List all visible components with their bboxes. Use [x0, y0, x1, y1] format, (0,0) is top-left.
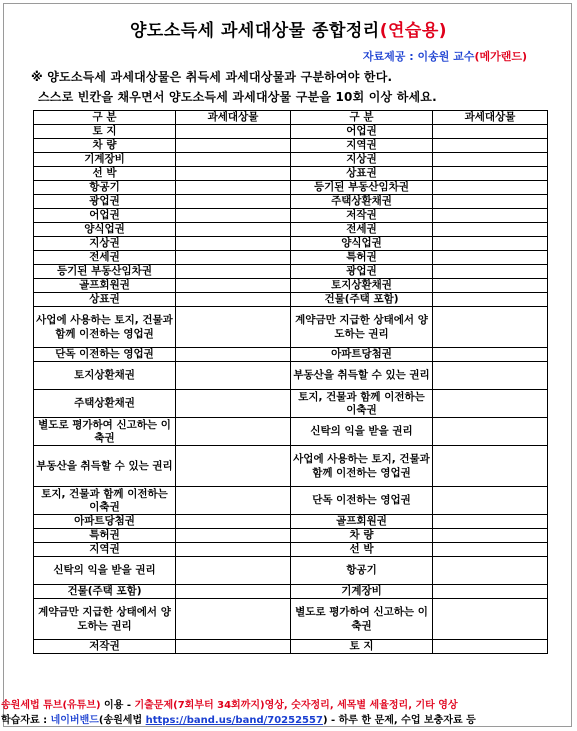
- category-left-cell: 사업에 사용하는 토지, 건물과 함께 이전하는 영업권: [34, 307, 176, 348]
- answer-left-blank[interactable]: [176, 125, 291, 139]
- footer-band-line: [1, 711, 476, 726]
- category-left-cell: 아파트당첨권: [34, 515, 176, 529]
- category-right-cell: 사업에 사용하는 토지, 건물과 함께 이전하는 영업권: [291, 446, 433, 487]
- answer-right-blank[interactable]: [433, 418, 548, 446]
- note-line-2: 스스로 빈칸을 채우면서 양도소득세 과세대상물 구분을 10회 이상 하세요.: [38, 90, 437, 104]
- category-left-cell: 광업권: [34, 195, 176, 209]
- document-page: [3, 3, 572, 727]
- footer-band-link[interactable]: https://band.us/band/70252557: [145, 715, 323, 726]
- category-right-cell: 지상권: [291, 153, 433, 167]
- category-right-cell: 상표권: [291, 167, 433, 181]
- answer-right-blank[interactable]: [433, 446, 548, 487]
- table-row: [34, 599, 548, 640]
- answer-left-blank[interactable]: [176, 348, 291, 362]
- category-left-cell: 어업권: [34, 209, 176, 223]
- header-category-right: 구 분: [291, 111, 433, 125]
- category-right-cell: 별도로 평가하여 신고하는 이축권: [291, 599, 433, 640]
- category-left-cell: 골프회원권: [34, 279, 176, 293]
- table-row: [34, 446, 548, 487]
- answer-left-blank[interactable]: [176, 599, 291, 640]
- table-row: [34, 167, 548, 181]
- category-left-cell: 항공기: [34, 181, 176, 195]
- table-row: [34, 362, 548, 390]
- category-right-cell: 기계장비: [291, 585, 433, 599]
- table-row: [34, 153, 548, 167]
- category-right-cell: 주택상환채권: [291, 195, 433, 209]
- answer-left-blank[interactable]: [176, 307, 291, 348]
- category-left-cell: 등기된 부동산임차권: [34, 265, 176, 279]
- table-row: [34, 390, 548, 418]
- answer-right-blank[interactable]: [433, 557, 548, 585]
- answer-right-blank[interactable]: [433, 209, 548, 223]
- table-row: [34, 529, 548, 543]
- answer-left-blank[interactable]: [176, 195, 291, 209]
- answer-right-blank[interactable]: [433, 307, 548, 348]
- category-left-cell: 신탁의 익을 받을 권리: [34, 557, 176, 585]
- category-right-cell: 토 지: [291, 640, 433, 654]
- answer-left-blank[interactable]: [176, 515, 291, 529]
- category-right-cell: 저작권: [291, 209, 433, 223]
- answer-left-blank[interactable]: [176, 585, 291, 599]
- answer-right-blank[interactable]: [433, 487, 548, 515]
- category-left-cell: 기계장비: [34, 153, 176, 167]
- table-row: [34, 585, 548, 599]
- category-left-cell: 지상권: [34, 237, 176, 251]
- category-left-cell: 부동산을 취득할 수 있는 권리: [34, 446, 176, 487]
- footer-youtube-name: 송원세법 튜브(유튜브): [1, 700, 101, 711]
- answer-left-blank[interactable]: [176, 153, 291, 167]
- answer-left-blank[interactable]: [176, 543, 291, 557]
- answer-right-blank[interactable]: [433, 153, 548, 167]
- answer-right-blank[interactable]: [433, 223, 548, 237]
- page-title: [4, 16, 573, 41]
- table-row: [34, 223, 548, 237]
- footer-youtube-line: [1, 696, 458, 711]
- table-row: [34, 293, 548, 307]
- category-left-cell: 전세권: [34, 251, 176, 265]
- answer-left-blank[interactable]: [176, 293, 291, 307]
- answer-right-blank[interactable]: [433, 585, 548, 599]
- category-left-cell: 토지상환채권: [34, 362, 176, 390]
- answer-right-blank[interactable]: [433, 167, 548, 181]
- category-right-cell: 골프회원권: [291, 515, 433, 529]
- answer-right-blank[interactable]: [433, 181, 548, 195]
- category-left-cell: 토지, 건물과 함께 이전하는 이축권: [34, 487, 176, 515]
- answer-left-blank[interactable]: [176, 251, 291, 265]
- category-left-cell: 차 량: [34, 139, 176, 153]
- category-right-cell: 등기된 부동산임차권: [291, 181, 433, 195]
- provider-credit: [363, 48, 527, 64]
- answer-right-blank[interactable]: [433, 293, 548, 307]
- answer-left-blank[interactable]: [176, 209, 291, 223]
- category-left-cell: 단독 이전하는 영업권: [34, 348, 176, 362]
- answer-right-blank[interactable]: [433, 265, 548, 279]
- answer-left-blank[interactable]: [176, 390, 291, 418]
- table-row: [34, 195, 548, 209]
- answer-left-blank[interactable]: [176, 237, 291, 251]
- category-right-cell: 단독 이전하는 영업권: [291, 487, 433, 515]
- taxable-items-table: [33, 110, 548, 654]
- category-left-cell: 별도로 평가하여 신고하는 이축권: [34, 418, 176, 446]
- answer-left-blank[interactable]: [176, 557, 291, 585]
- table-row: [34, 543, 548, 557]
- category-right-cell: 아파트당첨권: [291, 348, 433, 362]
- table-row: [34, 640, 548, 654]
- table-row: [34, 209, 548, 223]
- table-body: [34, 125, 548, 654]
- category-right-cell: 어업권: [291, 125, 433, 139]
- answer-right-blank[interactable]: [433, 195, 548, 209]
- footer-video-list: 기출문제(7회부터 34회까지)영상, 숫자정리, 세목별 세율정리, 기타 영상: [134, 700, 458, 711]
- answer-right-blank[interactable]: [433, 515, 548, 529]
- category-left-cell: 계약금만 지급한 상태에서 양도하는 권리: [34, 599, 176, 640]
- answer-left-blank[interactable]: [176, 167, 291, 181]
- category-left-cell: 선 박: [34, 167, 176, 181]
- answer-right-blank[interactable]: [433, 362, 548, 390]
- answer-left-blank[interactable]: [176, 362, 291, 390]
- table-row: [34, 515, 548, 529]
- table-row: [34, 237, 548, 251]
- answer-left-blank[interactable]: [176, 139, 291, 153]
- answer-left-blank[interactable]: [176, 181, 291, 195]
- answer-right-blank[interactable]: [433, 640, 548, 654]
- footer-band-group: (송원세법: [98, 715, 146, 726]
- category-right-cell: 선 박: [291, 543, 433, 557]
- category-right-cell: 토지, 건물과 함께 이전하는 이축권: [291, 390, 433, 418]
- table-header-row: [34, 111, 548, 125]
- header-taxable-right: 과세대상물: [433, 111, 548, 125]
- table-row: [34, 139, 548, 153]
- category-right-cell: 신탁의 익을 받을 권리: [291, 418, 433, 446]
- title-highlight: (연습용): [379, 21, 448, 41]
- answer-right-blank[interactable]: [433, 125, 548, 139]
- category-right-cell: 광업권: [291, 265, 433, 279]
- header-category-left: 구 분: [34, 111, 176, 125]
- answer-right-blank[interactable]: [433, 543, 548, 557]
- table-row: [34, 181, 548, 195]
- category-right-cell: 전세권: [291, 223, 433, 237]
- category-left-cell: 건물(주택 포함): [34, 585, 176, 599]
- category-right-cell: 지역권: [291, 139, 433, 153]
- footer-material-label: 학습자료 :: [1, 715, 51, 726]
- answer-left-blank[interactable]: [176, 265, 291, 279]
- table-row: [34, 125, 548, 139]
- category-right-cell: 차 량: [291, 529, 433, 543]
- table-row: [34, 279, 548, 293]
- answer-right-blank[interactable]: [433, 251, 548, 265]
- category-left-cell: 상표권: [34, 293, 176, 307]
- category-left-cell: 특허권: [34, 529, 176, 543]
- category-right-cell: 계약금만 지급한 상태에서 양도하는 권리: [291, 307, 433, 348]
- header-taxable-left: 과세대상물: [176, 111, 291, 125]
- footer-band-name: 네이버밴드: [50, 715, 99, 726]
- category-left-cell: 저작권: [34, 640, 176, 654]
- note-line-1: ※ 양도소득세 과세대상물은 취득세 과세대상물과 구분하여야 한다.: [31, 70, 393, 84]
- answer-left-blank[interactable]: [176, 640, 291, 654]
- table-row: [34, 265, 548, 279]
- answer-right-blank[interactable]: [433, 237, 548, 251]
- footer-band-desc: ) - 하루 한 문제, 수업 보충자료 등: [322, 715, 476, 726]
- category-right-cell: 부동산을 취득할 수 있는 권리: [291, 362, 433, 390]
- table-row: [34, 418, 548, 446]
- table-row: [34, 251, 548, 265]
- answer-left-blank[interactable]: [176, 487, 291, 515]
- answer-right-blank[interactable]: [433, 529, 548, 543]
- answer-right-blank[interactable]: [433, 279, 548, 293]
- answer-right-blank[interactable]: [433, 139, 548, 153]
- answer-left-blank[interactable]: [176, 418, 291, 446]
- answer-right-blank[interactable]: [433, 348, 548, 362]
- answer-left-blank[interactable]: [176, 223, 291, 237]
- footer-use-text: 이용 -: [100, 700, 135, 711]
- category-left-cell: 지역권: [34, 543, 176, 557]
- answer-left-blank[interactable]: [176, 529, 291, 543]
- answer-left-blank[interactable]: [176, 446, 291, 487]
- answer-right-blank[interactable]: [433, 599, 548, 640]
- title-main: 양도소득세 과세대상물 종합정리: [129, 21, 380, 41]
- category-left-cell: 토 지: [34, 125, 176, 139]
- answer-left-blank[interactable]: [176, 279, 291, 293]
- category-left-cell: 주택상환채권: [34, 390, 176, 418]
- table-row: [34, 487, 548, 515]
- category-left-cell: 양식업권: [34, 223, 176, 237]
- category-right-cell: 토지상환채권: [291, 279, 433, 293]
- category-right-cell: 특허권: [291, 251, 433, 265]
- table-row: [34, 307, 548, 348]
- table-row: [34, 557, 548, 585]
- category-right-cell: 양식업권: [291, 237, 433, 251]
- table-row: [34, 348, 548, 362]
- provider-org: (메가랜드): [474, 50, 527, 63]
- category-right-cell: 항공기: [291, 557, 433, 585]
- category-right-cell: 건물(주택 포함): [291, 293, 433, 307]
- provider-label: 자료제공 : 이송원 교수: [362, 50, 475, 63]
- answer-right-blank[interactable]: [433, 390, 548, 418]
